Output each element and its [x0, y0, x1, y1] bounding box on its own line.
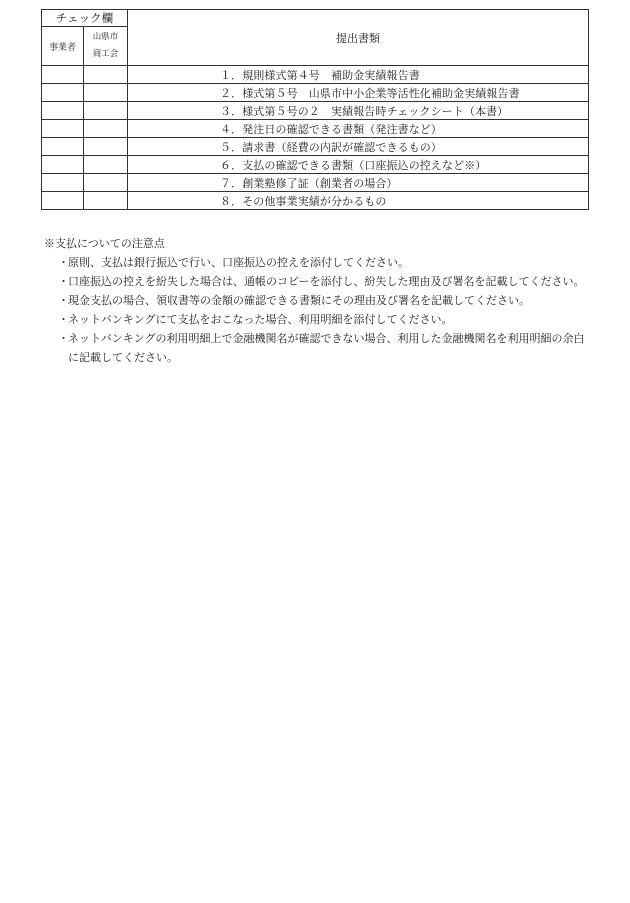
list-item	[44, 272, 589, 291]
chamber-check-cell[interactable]	[84, 192, 128, 210]
table-row	[42, 84, 589, 102]
note-text: ネットバンキングの利用明細上で金融機関名が確認できない場合、利用した金融機関名を利用明細の余白に記載してください。	[68, 332, 585, 364]
note-text: 口座振込の控えを紛失した場合は、通帳のコピーを添付し、紛失した理由及び署名を記載してください。	[68, 275, 585, 288]
chamber-check-cell[interactable]	[84, 66, 128, 84]
chamber-of-commerce-header	[84, 27, 128, 66]
table-row	[42, 174, 589, 192]
notes-list	[44, 253, 589, 367]
document-item: ７．創業塾修了証（創業者の場合）	[128, 174, 589, 192]
chamber-check-cell[interactable]	[84, 120, 128, 138]
business-owner-header: 事業者	[42, 27, 84, 66]
document-item: ４．発注日の確認できる書類（発注書など）	[128, 120, 589, 138]
table-row	[42, 138, 589, 156]
list-item	[44, 310, 589, 329]
bullet-mark: ・	[58, 313, 69, 326]
document-item: １．規則様式第４号 補助金実績報告書	[128, 66, 589, 84]
note-text: 現金支払の場合、領収書等の金額の確認できる書類にその理由及び署名を記載してください。	[68, 294, 530, 307]
table-row	[42, 156, 589, 174]
owner-check-cell[interactable]	[42, 120, 84, 138]
document-item: ８．その他事業実績が分かるもの	[128, 192, 589, 210]
owner-check-cell[interactable]	[42, 192, 84, 210]
list-item	[44, 291, 589, 310]
bullet-mark: ・	[58, 332, 69, 345]
chamber-check-cell[interactable]	[84, 84, 128, 102]
owner-check-cell[interactable]	[42, 156, 84, 174]
note-text: ネットバンキングにて支払をおこなった場合、利用明細を添付してください。	[68, 313, 453, 326]
owner-check-cell[interactable]	[42, 138, 84, 156]
bullet-mark: ・	[58, 256, 69, 269]
chamber-check-cell[interactable]	[84, 174, 128, 192]
owner-check-cell[interactable]	[42, 102, 84, 120]
chamber-check-cell[interactable]	[84, 138, 128, 156]
chamber-header-line1: 山県市	[92, 32, 119, 42]
payment-notes-section	[44, 234, 589, 367]
table-row	[42, 192, 589, 210]
note-text: 原則、支払は銀行振込で行い、口座振込の控えを添付してください。	[68, 256, 409, 269]
notes-title: ※支払についての注意点	[44, 237, 165, 250]
owner-check-cell[interactable]	[42, 66, 84, 84]
chamber-check-cell[interactable]	[84, 156, 128, 174]
list-item	[44, 329, 589, 367]
bullet-mark: ・	[58, 275, 69, 288]
document-item: ３．様式第５号の２ 実績報告時チェックシート（本書）	[128, 102, 589, 120]
table-row	[42, 120, 589, 138]
document-item: ２．様式第５号 山県市中小企業等活性化補助金実績報告書	[128, 84, 589, 102]
owner-check-cell[interactable]	[42, 84, 84, 102]
document-item: ６．支払の確認できる書類（口座振込の控えなど※）	[128, 156, 589, 174]
list-item	[44, 253, 589, 272]
owner-check-cell[interactable]	[42, 174, 84, 192]
chamber-header-line2: 商工会	[92, 49, 119, 59]
check-column-header: チェック欄	[42, 10, 128, 27]
chamber-check-cell[interactable]	[84, 102, 128, 120]
document-item: ５．請求書（経費の内訳が確認できるもの）	[128, 138, 589, 156]
table-row	[42, 102, 589, 120]
table-row	[42, 66, 589, 84]
bullet-mark: ・	[58, 294, 69, 307]
documents-column-header: 提出書類	[128, 10, 589, 66]
submission-checklist-table	[41, 9, 589, 210]
